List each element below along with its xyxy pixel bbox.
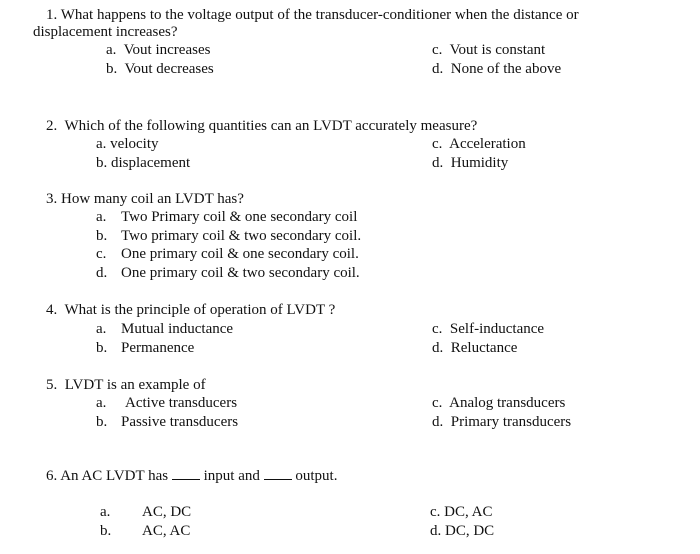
question-6-text-part2: input and: [203, 468, 260, 484]
question-4-number: 4.: [46, 302, 58, 318]
question-6-number: 6.: [46, 468, 58, 484]
question-5-text: LVDT is an example of: [64, 377, 206, 393]
question-6-option-d: d. DC, DC: [430, 523, 495, 539]
question-1-option-b: b. Vout decreases: [106, 61, 214, 77]
question-3-option-a: a. Two Primary coil & one secondary coil: [96, 209, 358, 225]
question-4-option-a: a. Mutual inductance: [96, 321, 234, 337]
question-4-option-b: b. Permanence: [96, 340, 195, 356]
question-5-option-b: b. Passive transducers: [96, 414, 239, 430]
question-4-text: What is the principle of operation of LVDT ?: [64, 302, 336, 318]
question-1-text: What happens to the voltage output of the transducer-conditioner when the distance or: [60, 7, 579, 23]
question-2-text: Which of the following quantities can an LVDT accurately measure?: [64, 118, 478, 134]
question-4-line: [46, 301, 335, 320]
answer-blank-input: [172, 466, 200, 480]
question-2-number: 2.: [46, 118, 58, 134]
question-3-option-b: b. Two primary coil & two secondary coil.: [96, 228, 362, 244]
question-6-text-part3: output.: [295, 468, 338, 484]
question-5-option-a: a. Active transducers: [96, 395, 238, 411]
question-3-option-c: c. One primary coil & one secondary coil.: [96, 246, 359, 262]
question-2-option-d: d. Humidity: [432, 155, 509, 171]
question-5-line: [46, 376, 206, 395]
question-1-line2: displacement increases?: [33, 24, 178, 40]
question-3-text: How many coil an LVDT has?: [61, 191, 244, 207]
question-5-number: 5.: [46, 377, 58, 393]
answer-blank-output: [264, 466, 292, 480]
question-3-option-d: d. One primary coil & two secondary coil.: [96, 265, 360, 281]
question-3-line: [46, 190, 244, 209]
question-1-option-c: c. Vout is constant: [432, 42, 546, 58]
question-3-number: 3.: [46, 191, 58, 207]
question-4-option-d: d. Reluctance: [432, 340, 518, 356]
question-5-option-c: c. Analog transducers: [432, 395, 566, 411]
question-1-number: 1.: [46, 7, 58, 23]
question-5-option-d: d. Primary transducers: [432, 414, 572, 430]
question-2-option-a: a. velocity: [96, 136, 159, 152]
question-6-text-part1: An AC LVDT has: [60, 468, 169, 484]
question-1-option-a: a. Vout increases: [106, 42, 211, 58]
question-4-option-c: c. Self-inductance: [432, 321, 545, 337]
question-2-line: [46, 117, 477, 136]
question-6-option-b: b. AC, AC: [100, 523, 191, 539]
question-1-option-d: d. None of the above: [432, 61, 562, 77]
question-2-option-c: c. Acceleration: [432, 136, 526, 152]
question-6-option-a: a. AC, DC: [100, 504, 192, 520]
question-2-option-b: b. displacement: [96, 155, 191, 171]
question-6-option-c: c. DC, AC: [430, 504, 493, 520]
question-6-line: [46, 466, 337, 486]
